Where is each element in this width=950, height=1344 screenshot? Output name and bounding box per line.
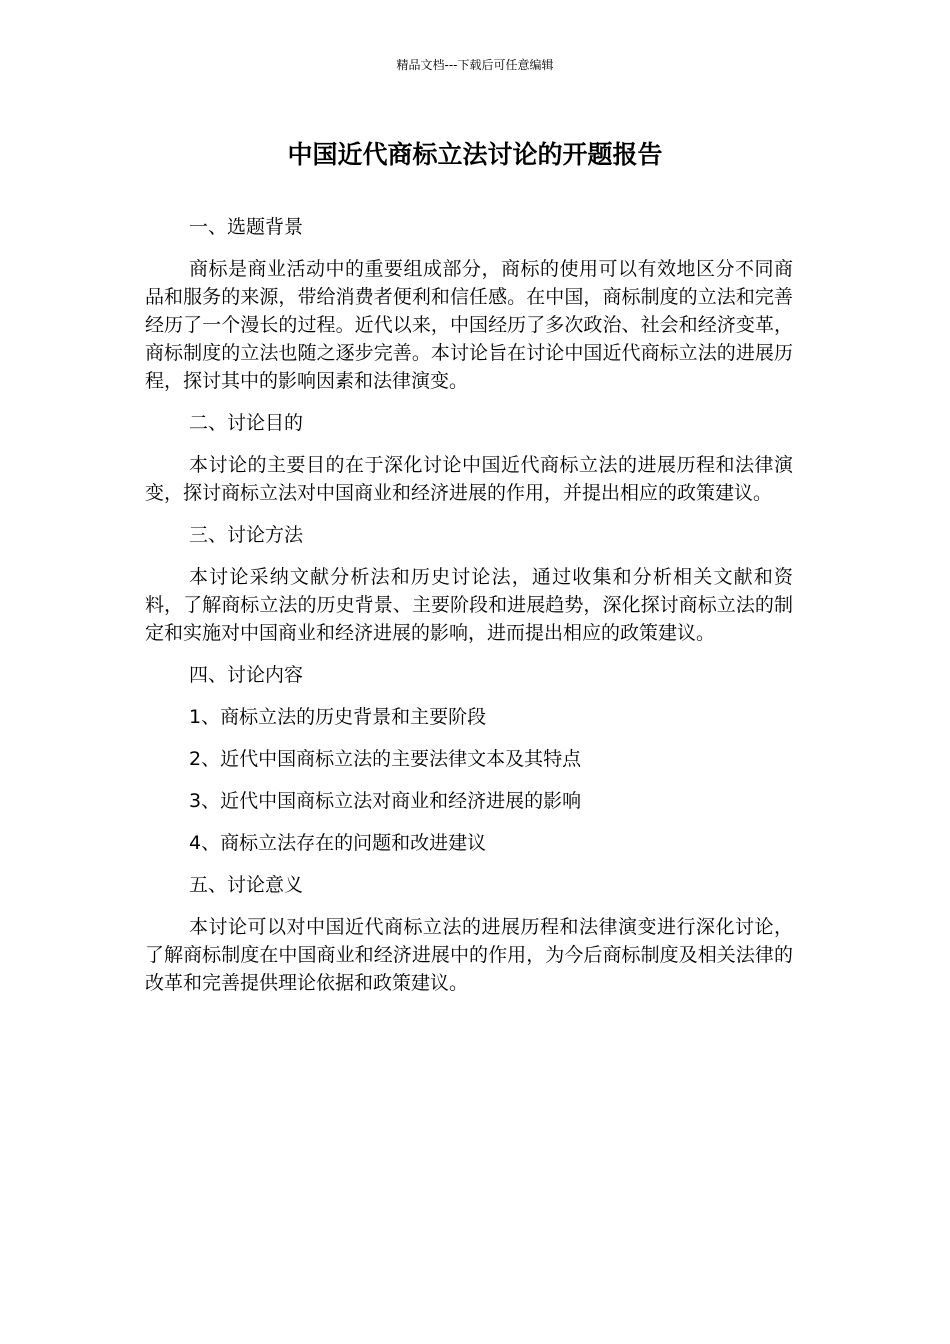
section-paragraph-purpose: 本讨论的主要目的在于深化讨论中国近代商标立法的进展历程和法律演变，探讨商标立法对中国商业和经济进展的作用，并提出相应的政策建议。 xyxy=(145,454,793,504)
content-list-item: 4、商标立法存在的问题和改进建议 xyxy=(189,832,487,854)
section-heading-purpose: 二、讨论目的 xyxy=(189,412,304,434)
document-title: 中国近代商标立法讨论的开题报告 xyxy=(287,140,663,169)
document-body xyxy=(145,213,793,1011)
section-heading-significance: 五、讨论意义 xyxy=(189,874,304,896)
section-heading-background: 一、选题背景 xyxy=(189,216,304,238)
section-heading-method: 三、讨论方法 xyxy=(189,524,304,546)
header-note: 精品文档---下载后可任意编辑 xyxy=(396,58,554,72)
section-paragraph-significance: 本讨论可以对中国近代商标立法的进展历程和法律演变进行深化讨论，了解商标制度在中国商业和经济进展中的作用，为今后商标制度及相关法律的改革和完善提供理论依据和政策建议。 xyxy=(145,916,793,994)
section-paragraph-method: 本讨论采纳文献分析法和历史讨论法，通过收集和分析相关文献和资料，了解商标立法的历史背景、主要阶段和进展趋势，深化探讨商标立法的制定和实施对中国商业和经济进展的影响，进而提出相应的政策建议。 xyxy=(145,566,793,644)
section-paragraph-background: 商标是商业活动中的重要组成部分，商标的使用可以有效地区分不同商品和服务的来源，带给消费者便利和信任感。在中国，商标制度的立法和完善经历了一个漫长的过程。近代以来，中国经历了多次政治、社会和经济变革，商标制度的立法也随之逐步完善。本讨论旨在讨论中国近代商标立法的进展历程，探讨其中的影响因素和法律演变。 xyxy=(145,258,793,392)
section-heading-content: 四、讨论内容 xyxy=(189,664,304,686)
content-list-item: 3、近代中国商标立法对商业和经济进展的影响 xyxy=(189,790,582,812)
content-list-item: 1、商标立法的历史背景和主要阶段 xyxy=(189,706,487,728)
content-list-item: 2、近代中国商标立法的主要法律文本及其特点 xyxy=(189,748,582,770)
